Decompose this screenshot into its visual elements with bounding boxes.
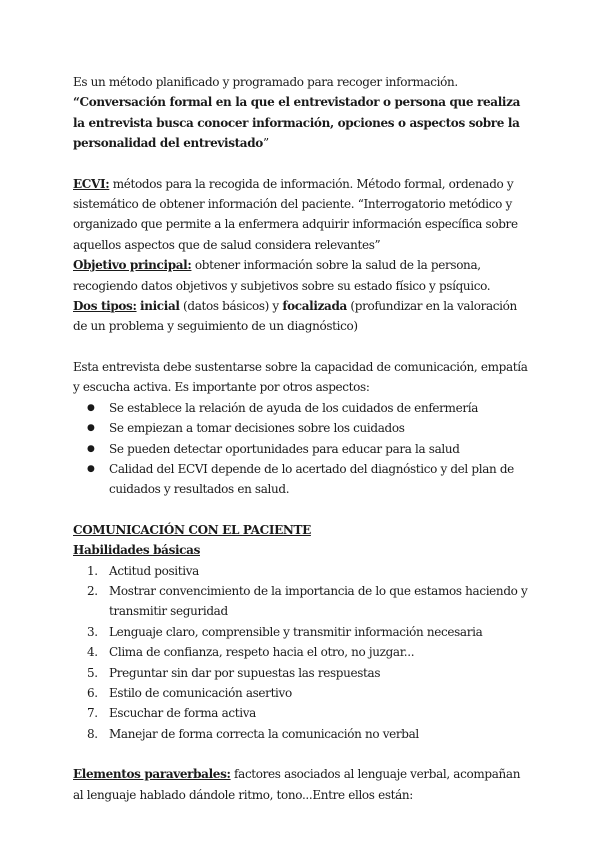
intro-definition: “Conversación formal en la que el entrevistador o persona que realiza la entrevista busca conocer información, opciones o aspectos sobre la personalidad del entrevistado <box>73 95 521 151</box>
list-item <box>87 703 533 723</box>
ecvi-label: ECVI: <box>73 176 110 191</box>
ecvi-paragraph <box>73 174 533 256</box>
item-text: Escuchar de forma activa <box>109 706 256 721</box>
list-item <box>87 642 533 662</box>
list-item <box>87 561 533 581</box>
paraverbales-text: factores asociados al lenguaje verbal, acompañan al lenguaje hablado dándole ritmo, tono...Entre ellos están: <box>73 767 521 802</box>
document-page <box>73 72 533 805</box>
intro-text: Es un método planificado y programado para recoger información. <box>73 75 458 89</box>
item-number: 7. <box>87 706 98 721</box>
list-item <box>87 622 533 642</box>
item-text: Manejar de forma correcta la comunicación no verbal <box>109 726 419 741</box>
objetivo-text: obtener información sobre la salud de la persona, recogiendo datos objetivos y subjetivos sobre su estado físico y psíquico. <box>73 258 491 293</box>
list-item: ● Se empiezan a tomar decisiones sobre los cuidados <box>87 418 533 438</box>
spacer <box>73 337 533 357</box>
item-number: 1. <box>87 563 98 578</box>
item-number: 3. <box>87 624 98 639</box>
list-item <box>87 581 533 622</box>
spacer <box>73 154 533 174</box>
paraverbales-paragraph <box>73 764 533 805</box>
item-number: 4. <box>87 645 98 660</box>
item-text: Actitud positiva <box>109 563 199 578</box>
habilidades-list <box>73 561 533 745</box>
tipo-inicial: inicial <box>140 299 180 314</box>
subsection-heading: Habilidades básicas <box>73 543 200 558</box>
intro-paragraph <box>73 72 533 154</box>
list-item: ● Calidad del ECVI depende de lo acertado del diagnóstico y del plan de cuidados y resultados en salud. <box>87 459 533 500</box>
item-number: 2. <box>87 583 98 598</box>
section-heading: COMUNICACIÓN CON EL PACIENTE <box>73 522 311 537</box>
list-item <box>87 724 533 744</box>
item-text: Lenguaje claro, comprensible y transmitir información necesaria <box>109 624 483 639</box>
tipo-inicial-desc: (datos básicos) y <box>179 299 283 314</box>
item-text: Clima de confianza, respeto hacia el otro, no juzgar... <box>109 645 415 660</box>
sustento-paragraph: Esta entrevista debe sustentarse sobre la capacidad de comunicación, empatía y escucha activa. Es importante por otros aspectos: <box>73 359 528 395</box>
tipos-label: Dos tipos: <box>73 299 137 314</box>
item-number: 8. <box>87 726 98 741</box>
list-item: ● Se pueden detectar oportunidades para educar para la salud <box>87 439 533 459</box>
aspectos-list <box>73 398 533 500</box>
spacer <box>73 500 533 520</box>
spacer <box>73 744 533 764</box>
item-number: 5. <box>87 665 98 680</box>
objetivo-paragraph <box>73 255 533 296</box>
tipos-paragraph <box>73 296 533 337</box>
tipo-focalizada-desc: (profundizar en la valoración de un problema y seguimiento de un diagnóstico) <box>73 299 517 334</box>
item-number: 6. <box>87 685 98 700</box>
ecvi-text: métodos para la recogida de información. Método formal, ordenado y sistemático de obtener información del paciente. “Interrogatorio metódico y organizado que permite a la enfermera adquirir información específica sobre aquellos aspectos que de salud considera relevantes” <box>73 176 518 252</box>
item-text: Mostrar convencimiento de la importancia de lo que estamos haciendo y transmitir seguridad <box>109 583 528 619</box>
list-item: ● Se establece la relación de ayuda de los cuidados de enfermería <box>87 398 533 418</box>
paraverbales-label: Elementos paraverbales: <box>73 767 231 782</box>
list-item <box>87 663 533 683</box>
list-item <box>87 683 533 703</box>
item-text: Estilo de comunicación asertivo <box>109 685 292 700</box>
objetivo-label: Objetivo principal: <box>73 258 192 273</box>
intro-quote-end: ” <box>262 136 269 151</box>
tipo-focalizada: focalizada <box>282 299 347 314</box>
item-text: Preguntar sin dar por supuestas las respuestas <box>109 665 381 680</box>
